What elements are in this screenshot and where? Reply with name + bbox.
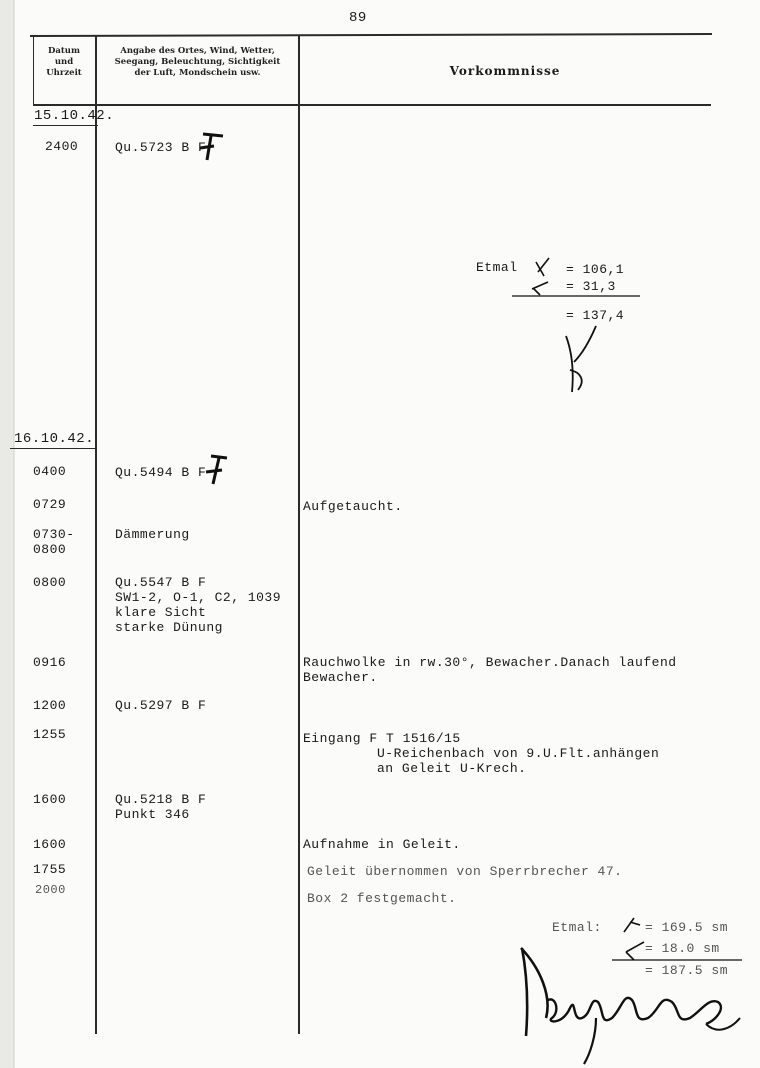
column-rule-2 (298, 36, 300, 1034)
date-2: 16.10.42. (14, 431, 95, 447)
header-rule (33, 104, 711, 106)
time-1255: 1255 (33, 727, 67, 742)
etmal-2-line-2: = 18.0 sm (645, 941, 720, 956)
time-1600-b: 1600 (33, 837, 67, 852)
etmal-1-line-2: = 31,3 (566, 279, 616, 294)
event-r8-line-1: Eingang F T 1516/15 (303, 731, 461, 746)
time-1200: 1200 (33, 698, 67, 713)
place-r7: Qu.5297 B F (115, 698, 207, 713)
time-2400: 2400 (45, 139, 79, 154)
time-2000: 2000 (35, 883, 66, 897)
header-place: Angabe des Ortes, Wind, Wetter, Seegang, Beleuchtung, Sichtigkeit der Luft, Mondschein usw. (114, 46, 281, 78)
event-r6: Rauchwolke in rw.30°, Bewacher.Danach laufend Bewacher. (303, 655, 677, 685)
etmal-2-line-1: = 169.5 sm (645, 920, 729, 935)
place-r1: Qu.5723 B F (115, 140, 207, 155)
time-0916: 0916 (33, 655, 67, 670)
place-r4: Dämmerung (115, 527, 190, 542)
header-date-time: Datum und Uhrzeit (46, 46, 82, 78)
place-r9: Qu.5218 B F Punkt 346 (115, 792, 207, 822)
date-1: 15.10.42. (34, 108, 115, 124)
place-r5: Qu.5547 B F SW1-2, O-1, C2, 1039 klare Sicht starke Dünung (115, 575, 282, 635)
initials-mark (566, 326, 596, 392)
event-r3: Aufgetaucht. (303, 499, 403, 514)
time-1600-a: 1600 (33, 792, 67, 807)
event-r12: Box 2 festgemacht. (307, 891, 457, 906)
header-events: Vorkommnisse (449, 64, 561, 78)
date-rule (33, 125, 98, 126)
column-rule-0 (33, 36, 34, 106)
column-rule-1 (95, 36, 97, 1034)
etmal-1-total: = 137,4 (566, 308, 625, 323)
time-0400: 0400 (33, 464, 67, 479)
event-r10: Aufnahme in Geleit. (303, 837, 461, 852)
check-mark-2 (206, 456, 227, 484)
event-r8-line-2: U-Reichenbach von 9.U.Flt.anhängen an Geleit U-Krech. (377, 746, 660, 776)
place-r2: Qu.5494 B F (115, 465, 207, 480)
time-1755: 1755 (33, 862, 67, 877)
time-0729: 0729 (33, 497, 67, 512)
event-r11: Geleit übernommen von Sperrbrecher 47. (307, 864, 623, 879)
etmal-2-total: = 187.5 sm (645, 963, 729, 978)
etmal-1-label: Etmal (476, 260, 518, 275)
time-0800: 0800 (33, 575, 67, 590)
etmal-2-label: Etmal: (552, 920, 602, 935)
page-number: 89 (349, 10, 367, 26)
time-0730-0800: 0730- 0800 (33, 527, 75, 557)
etmal-1-line-1: = 106,1 (566, 262, 625, 277)
date-rule-2 (10, 448, 95, 449)
